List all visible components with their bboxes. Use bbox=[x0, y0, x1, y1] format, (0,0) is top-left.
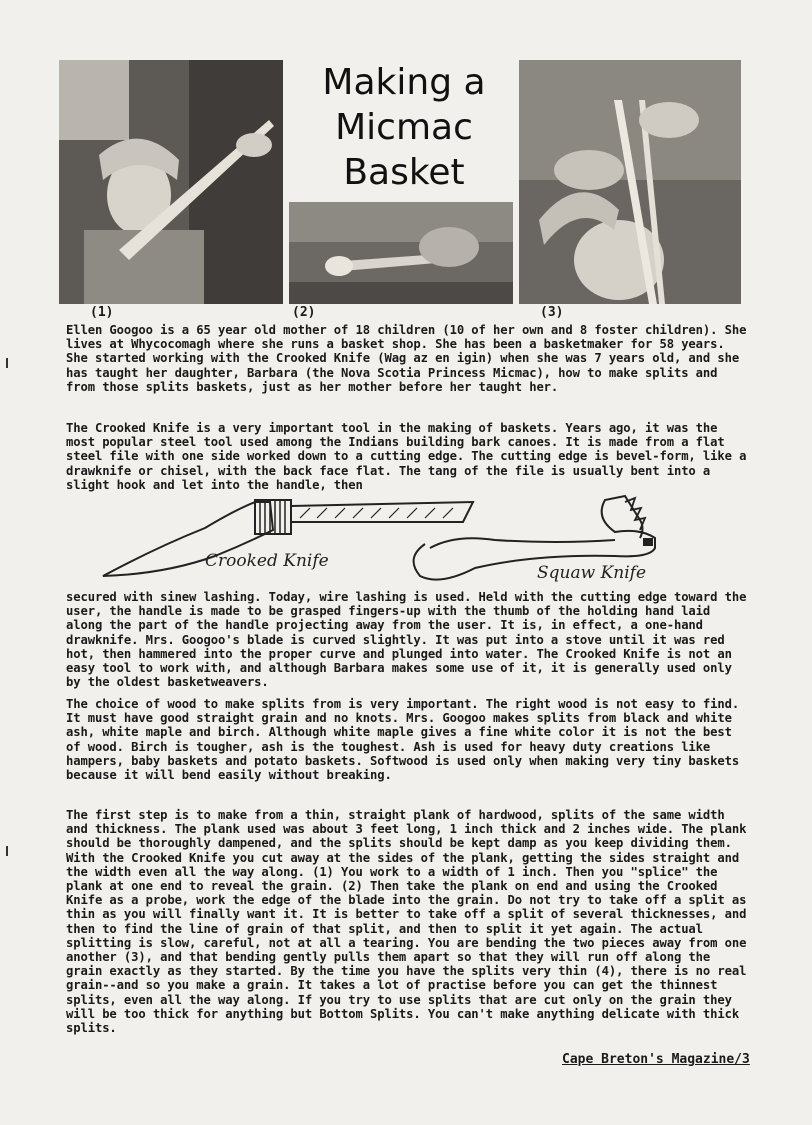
knife-diagram bbox=[95, 488, 685, 588]
title-line: Basket bbox=[343, 152, 465, 193]
photo-bending-splits bbox=[519, 60, 741, 304]
margin-mark bbox=[6, 358, 8, 368]
photo-1-caption: (1) bbox=[90, 305, 114, 320]
lashing-paragraph: secured with sinew lashing. Today, wire lashing is used. Held with the cutting edge toward the user, the handle is made to be grasped fingers-up with the thumb of the holding hand laid along the part of the handle projecting away from the user. It is, in effect, a one-hand drawknife. Mrs. Googoo's blade is curved slightly. It was put into a stove until it was red hot, then hammered into the proper curve and plunged into water. The Crooked Knife is not an easy tool to work with, and although Barbara makes some use of it, it is generally used only by the oldest basketweavers. bbox=[66, 590, 747, 690]
crooked-knife-drawing bbox=[103, 500, 473, 576]
crooked-knife-label: Crooked Knife bbox=[205, 551, 329, 571]
page-footer: Cape Breton's Magazine/3 bbox=[562, 1052, 750, 1067]
photo-2-caption: (2) bbox=[292, 305, 316, 320]
photo-woman-cutting-plank bbox=[59, 60, 283, 304]
title-line: Micmac bbox=[335, 107, 473, 148]
wood-choice-paragraph: The choice of wood to make splits from is very important. The right wood is not easy to find. It must have good straight grain and no knots. Mrs. Googoo makes splits from black and white ash, white maple and birch. Although white maple gives a fine white color it is not the best of wood. Birch is tougher, ash is the toughest. Ash is used for heavy duty creations like hampers, baby baskets and potato baskets. Softwood is used only when making very tiny baskets because it will bend easily without breaking. bbox=[66, 697, 740, 783]
crooked-knife-paragraph: The Crooked Knife is a very important tool in the making of baskets. Years ago, it was the most popular steel tool used among the Indians building bark canoes. It is made from a flat steel file with one side worked down to a cutting edge. The cutting edge is bevel-form, like a drawknife or chisel, with the back face flat. The tang of the file is usually bent into a slight hook and let into the handle, then bbox=[66, 421, 747, 492]
intro-paragraph: Ellen Googoo is a 65 year old mother of 18 children (10 of her own and 8 foster children). She lives at Whycocomagh where she runs a basket shop. She has been a basketmaker for 58 years. She started working with the Crooked Knife (Wag az en igin) when she was 7 years old, and she has taught her daughter, Barbara (the Nova Scotia Princess Micmac), how to make splits and from those splits baskets, just as her mother before her taught her. bbox=[66, 323, 747, 394]
squaw-knife-label: Squaw Knife bbox=[537, 563, 647, 583]
page-title bbox=[300, 60, 508, 195]
photo-splice-plank bbox=[289, 202, 513, 304]
squaw-knife-drawing bbox=[414, 496, 655, 583]
splitting-steps-paragraph: The first step is to make from a thin, straight plank of hardwood, splits of the same width and thickness. The plank used was about 3 feet long, 1 inch thick and 2 inches wide. The plank should be thoroughly dampened, and the splits should be kept damp as you keep dividing them. With the Crooked Knife you cut away at the sides of the plank, getting the sides straight and the width even all the way along. (1) You work to a width of 1 inch. Then you "splice" the plank at one end to reveal the grain. (2) Then take the plank on end and using the Crooked Knife as a probe, work the edge of the blade into the grain. Do not try to take off a split as thin as you will finally want it. It is better to take off a split of several thicknesses, and then to find the line of grain of that split, and then to split it yet again. The actual splitting is slow, careful, not at all a tearing. You are bending the two pieces away from one another (3), and that bending gently pulls them apart so that they will run off along the grain exactly as they started. By the time you have the splits very thin (4), there is no real grain--and so you make a grain. It takes a lot of practise before you can get the thinnest splits, even all the way along. If you try to use splits that are cut only on the grain they will be too thick for anything but Bottom Splits. You can't make anything delicate with thick splits. bbox=[66, 808, 747, 1036]
title-line: Making a bbox=[322, 62, 486, 103]
margin-mark bbox=[6, 846, 8, 856]
photo-3-caption: (3) bbox=[540, 305, 564, 320]
